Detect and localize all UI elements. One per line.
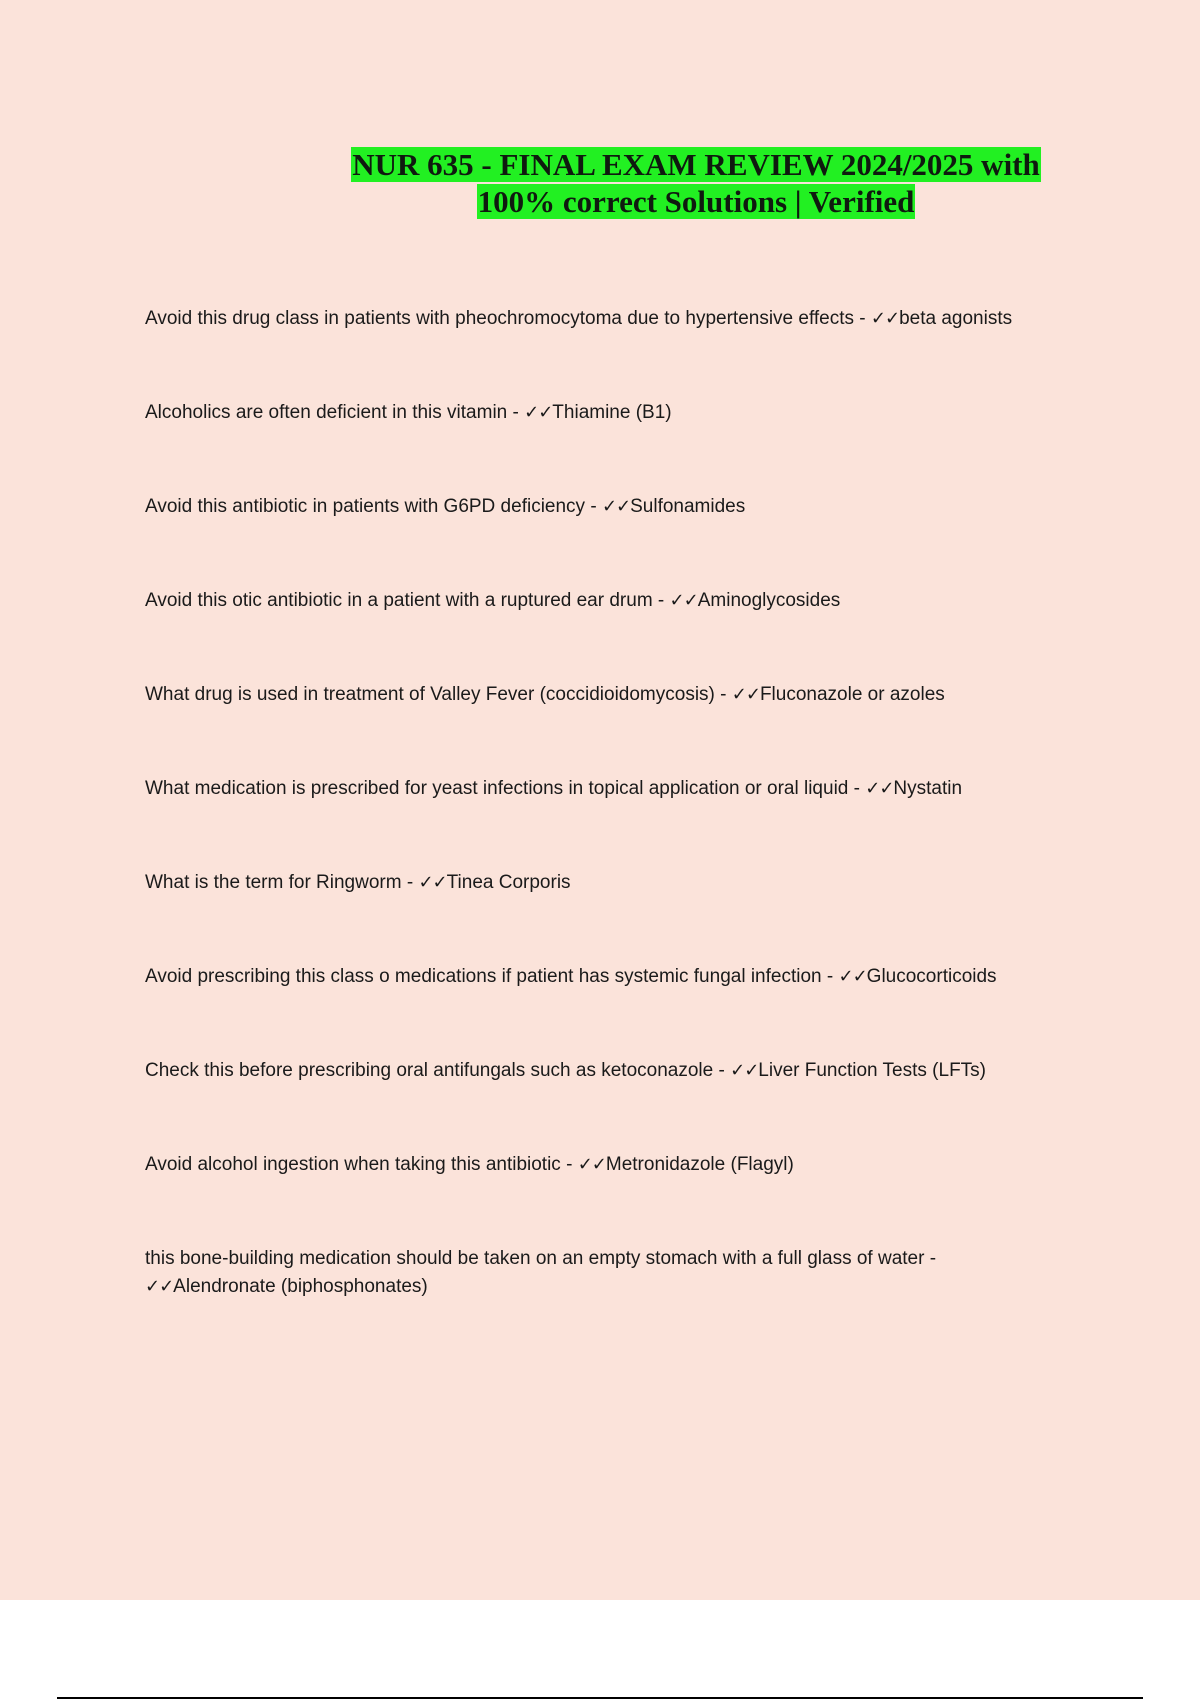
double-check-icon: ✓✓ xyxy=(524,402,553,423)
separator: - xyxy=(560,1154,578,1175)
answer-text: Sulfonamides xyxy=(630,496,746,517)
double-check-icon: ✓✓ xyxy=(418,872,447,893)
separator: - xyxy=(713,1060,731,1081)
question-text: Avoid prescribing this class o medications if patient has systemic fungal infection xyxy=(145,966,822,987)
title-line-1: NUR 635 - FINAL EXAM REVIEW 2024/2025 with xyxy=(352,147,1040,182)
double-check-icon: ✓✓ xyxy=(870,308,900,329)
qa-item xyxy=(145,775,1105,803)
answer-text: beta agonists xyxy=(899,308,1013,329)
double-check-icon: ✓✓ xyxy=(730,1060,759,1081)
answer-text: Nystatin xyxy=(893,778,963,799)
qa-list xyxy=(145,305,1105,1367)
qa-item xyxy=(145,493,1105,521)
question-text: Check this before prescribing oral antifungals such as ketoconazole xyxy=(145,1060,714,1081)
double-check-icon: ✓✓ xyxy=(601,496,631,517)
question-text: Avoid alcohol ingestion when taking this antibiotic xyxy=(145,1154,561,1175)
answer-text: Thiamine (B1) xyxy=(552,402,672,423)
answer-text: Tinea Corporis xyxy=(446,872,571,893)
double-check-icon: ✓✓ xyxy=(865,778,894,799)
question-text: Alcoholics are often deficient in this vitamin xyxy=(145,402,508,423)
qa-item xyxy=(145,1057,1105,1085)
question-text: Avoid this drug class in patients with pheochromocytoma due to hypertensive effects xyxy=(145,308,855,329)
answer-text: Fluconazole or azoles xyxy=(759,684,945,705)
separator: - xyxy=(848,778,866,799)
question-text: this bone-building medication should be taken on an empty stomach with a full glass of water xyxy=(145,1248,925,1269)
question-text: Avoid this otic antibiotic in a patient with a ruptured ear drum xyxy=(145,590,653,611)
double-check-icon: ✓✓ xyxy=(669,590,698,611)
question-text: Avoid this antibiotic in patients with G6PD deficiency xyxy=(145,496,586,517)
qa-item xyxy=(145,399,1105,427)
separator: - xyxy=(507,402,525,423)
separator: - xyxy=(924,1248,937,1269)
separator: - xyxy=(401,872,419,893)
qa-item xyxy=(145,1245,1025,1301)
answer-text: Liver Function Tests (LFTs) xyxy=(758,1060,987,1081)
question-text: What medication is prescribed for yeast infections in topical application or oral liquid xyxy=(145,778,849,799)
double-check-icon: ✓✓ xyxy=(577,1154,606,1175)
question-text: What drug is used in treatment of Valley Fever (coccidioidomycosis) xyxy=(145,684,715,705)
answer-text: Alendronate (biphosphonates) xyxy=(173,1276,428,1297)
separator: - xyxy=(714,684,732,705)
qa-item xyxy=(145,963,1105,991)
title-line-2: 100% correct Solutions | Verified xyxy=(477,184,915,219)
double-check-icon: ✓✓ xyxy=(838,966,867,987)
answer-text: Aminoglycosides xyxy=(697,590,841,611)
qa-item xyxy=(145,587,1105,615)
footer-divider xyxy=(57,1697,1143,1699)
separator: - xyxy=(854,308,871,329)
separator: - xyxy=(652,590,670,611)
qa-item xyxy=(145,305,1105,333)
double-check-icon: ✓✓ xyxy=(731,684,760,705)
separator: - xyxy=(585,496,602,517)
answer-text: Metronidazole (Flagyl) xyxy=(605,1154,794,1175)
qa-item xyxy=(145,869,1105,897)
double-check-icon: ✓✓ xyxy=(145,1276,174,1297)
page-title xyxy=(330,146,1062,220)
answer-text: Glucocorticoids xyxy=(866,966,997,987)
qa-item xyxy=(145,1151,1105,1179)
separator: - xyxy=(821,966,839,987)
question-text: What is the term for Ringworm xyxy=(145,872,402,893)
qa-item xyxy=(145,681,1105,709)
